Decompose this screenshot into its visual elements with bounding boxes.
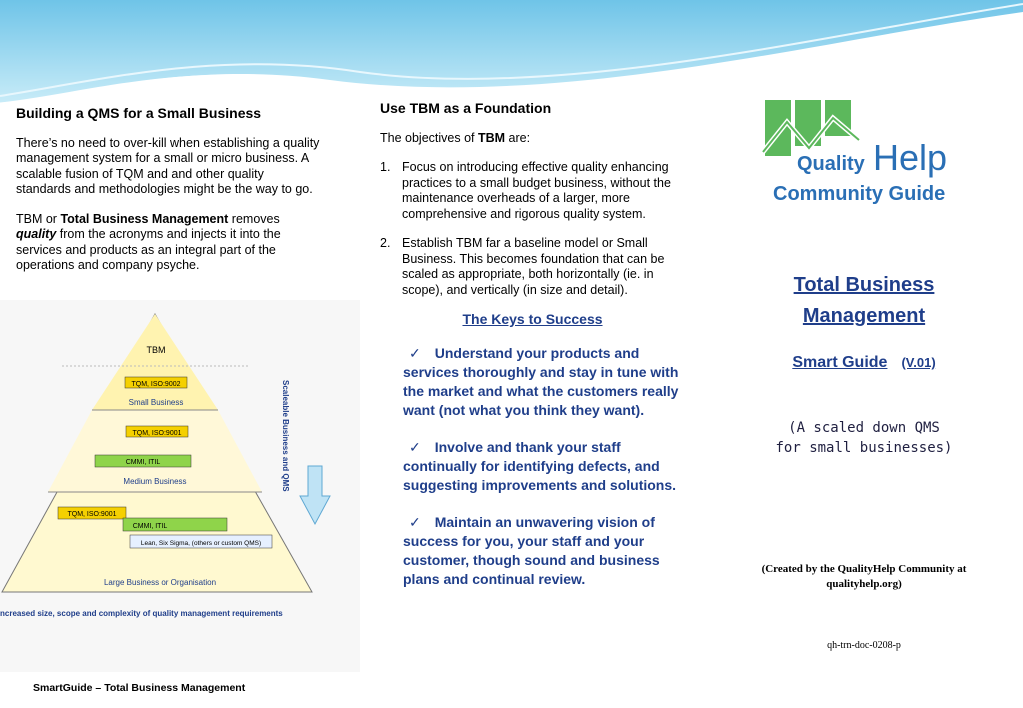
- small-tag: TQM, ISO:9002: [131, 381, 181, 388]
- list-item: 1. Focus on introducing effective quality enhancing practices to a small budget business, without the maintenance overheads of a larger, more comprehensive and rigorous quality system.: [380, 160, 671, 221]
- logo-help-text: Help: [873, 137, 948, 178]
- keys-title: The Keys to Success: [462, 311, 603, 327]
- list-item: 2. Establish TBM far a baseline model or Small Business. This becomes foundation that can be scaled as appropriate, both horizontally (ie. in scope), and vertically (in size and detail).: [380, 236, 665, 297]
- document-subtitle: Smart Guide (V.01): [792, 354, 936, 371]
- logo-tagline: Community Guide: [773, 183, 946, 205]
- footer-text: SmartGuide – Total Business Management: [33, 682, 246, 694]
- side-label: Scaleable Business and QMS: [281, 380, 290, 492]
- right-column: [705, 90, 1023, 651]
- large-tag-2: CMMI, ITIL: [132, 523, 168, 530]
- middle-heading: Use TBM as a Foundation: [380, 100, 552, 116]
- check-icon: ✓: [409, 513, 421, 530]
- logo-quality-text: Quality: [797, 153, 865, 175]
- check-icon: ✓: [409, 438, 421, 455]
- qualityhelp-logo: [705, 90, 1023, 220]
- key-item: ✓ Understand your products and services thoroughly and stay in tune with the market and what the customers really want (not what you think they want).: [403, 344, 679, 418]
- document-title: Total Business Management: [793, 274, 935, 327]
- left-paragraph-2: TBM or Total Business Management removes quality from the acronyms and injects it into the services and products as an integral part of the operations and company psyche.: [16, 211, 281, 272]
- created-by: (Created by the QualityHelp Community at qualityhelp.org): [761, 563, 967, 590]
- medium-tag-1: TQM, ISO:9001: [132, 430, 182, 437]
- pyramid-top-label: TBM: [146, 345, 166, 355]
- pyramid-caption: ncreased size, scope and complexity of quality management requirements: [0, 609, 283, 618]
- medium-tag-2: CMMI, ITIL: [125, 459, 161, 466]
- check-icon: ✓: [409, 344, 421, 361]
- version-label: (V.01): [901, 355, 936, 370]
- objectives-list: [380, 160, 685, 298]
- middle-column: [380, 101, 685, 607]
- left-heading: Building a QMS for a Small Business: [16, 105, 262, 121]
- key-item: ✓ Involve and thank your staff continually for identifying defects, and suggesting improvements and solutions.: [403, 438, 677, 493]
- scaled-description: (A scaled down QMS for small businesses): [775, 420, 953, 456]
- left-paragraph-1: There’s no need to over-kill when establishing a quality management system for a small or micro business. A scalable fusion of TQM and and other quality standards and methodologies might be the way to go.: [16, 135, 320, 196]
- medium-business-label: Medium Business: [123, 477, 187, 486]
- tbm-pyramid-diagram: [0, 300, 360, 672]
- small-business-label: Small Business: [128, 398, 184, 407]
- key-item: ✓ Maintain an unwavering vision of success for you, your staff and your customer, though sound and business plans and continual review.: [403, 513, 660, 587]
- large-tag-3: Lean, Six Sigma, (others or custom QMS): [140, 540, 262, 547]
- objectives-line: The objectives of TBM are:: [380, 130, 531, 145]
- large-tag-1: TQM, ISO:9001: [67, 511, 117, 518]
- left-column: [16, 106, 321, 288]
- document-id: qh-trn-doc-0208-p: [827, 640, 901, 651]
- large-business-label: Large Business or Organisation: [103, 578, 217, 587]
